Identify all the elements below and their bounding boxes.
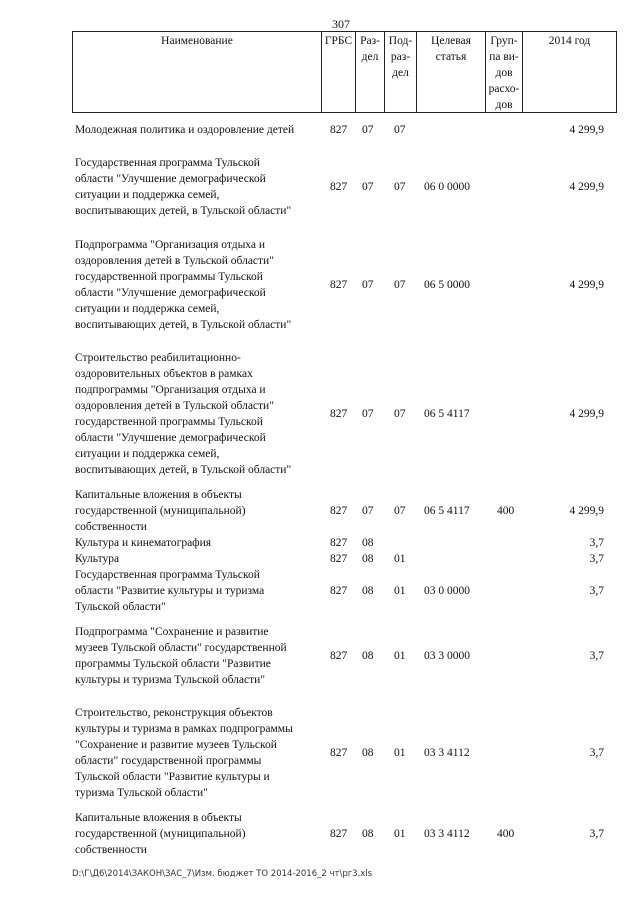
row-target: 03 3 0000: [424, 650, 470, 662]
row-amount: 4 299,9: [569, 279, 604, 291]
row-grbs: 827: [330, 537, 348, 549]
header-razdel: Раз- дел: [360, 35, 380, 63]
row-target: 06 0 0000: [424, 181, 470, 193]
row-name: Капитальные вложения в объекты государственной (муниципальной) собственности: [75, 812, 246, 856]
row-name: Культура: [75, 553, 120, 565]
row-amount: 3,7: [589, 747, 604, 759]
row-razdel: 07: [362, 505, 374, 517]
row-razdel: 07: [362, 408, 374, 420]
row-group: 400: [497, 505, 515, 517]
row-podrazdel: 01: [394, 650, 406, 662]
row-grbs: 827: [330, 279, 348, 291]
row-name: Государственная программа Тульской области "Улучшение демографической ситуации и поддержка семей, воспитывающих детей, в Тульской области": [75, 157, 292, 217]
row-razdel: 08: [362, 828, 374, 840]
row-target: 06 5 4117: [424, 505, 470, 517]
row-target: 06 5 4117: [424, 408, 470, 420]
row-amount: 3,7: [589, 650, 604, 662]
row-podrazdel: 07: [394, 279, 406, 291]
row-amount: 4 299,9: [569, 181, 604, 193]
row-podrazdel: 01: [394, 747, 406, 759]
header-name: Наименование: [161, 35, 233, 47]
row-amount: 3,7: [589, 828, 604, 840]
header-target-article: Целевая статья: [431, 35, 471, 63]
header-podrazdel: Под- раз- дел: [388, 35, 413, 79]
row-grbs: 827: [330, 505, 348, 517]
row-amount: 3,7: [589, 585, 604, 597]
row-grbs: 827: [330, 828, 348, 840]
row-target: 03 0 0000: [424, 585, 470, 597]
row-name: Молодежная политика и оздоровление детей: [75, 124, 295, 136]
row-grbs: 827: [330, 585, 348, 597]
row-name: Капитальные вложения в объекты государственной (муниципальной) собственности: [75, 489, 246, 533]
page-number: 307: [332, 17, 350, 31]
row-name: Подпрограмма "Организация отдыха и оздоровления детей в Тульской области" государственной программы Тульской области "Улучшение демографической ситуации и поддержка семей, воспитывающих детей, в Тульской области": [75, 239, 292, 331]
row-razdel: 08: [362, 585, 374, 597]
row-name: Культура и кинематография: [75, 537, 212, 549]
row-razdel: 08: [362, 747, 374, 759]
row-podrazdel: 01: [394, 553, 406, 565]
row-grbs: 827: [330, 124, 348, 136]
row-amount: 4 299,9: [569, 408, 604, 420]
row-name: Строительство реабилитационно- оздоровительных объектов в рамках подпрограммы "Организация отдыха и оздоровления детей в Тульской области" государственной программы Тульской области "Улучшение демографической ситуации и поддержка семей, воспитывающих детей, в Тульской области": [75, 352, 292, 476]
row-podrazdel: 01: [394, 828, 406, 840]
row-razdel: 07: [362, 279, 374, 291]
header-divider: [616, 31, 617, 113]
row-target: 03 3 4112: [424, 747, 470, 759]
row-target: 03 3 4112: [424, 828, 470, 840]
row-razdel: 08: [362, 553, 374, 565]
header-year: 2014 год: [548, 35, 591, 47]
row-grbs: 827: [330, 553, 348, 565]
row-name: Подпрограмма "Сохранение и развитие музеев Тульской области" государственной программы Тульской области "Развитие культуры и туризма Тульской области": [75, 626, 287, 686]
row-amount: 3,7: [589, 537, 604, 549]
row-razdel: 07: [362, 181, 374, 193]
row-target: 06 5 0000: [424, 279, 470, 291]
row-podrazdel: 07: [394, 408, 406, 420]
row-grbs: 827: [330, 747, 348, 759]
header-bottom-border: [72, 112, 617, 113]
row-razdel: 08: [362, 650, 374, 662]
row-podrazdel: 07: [394, 505, 406, 517]
row-group: 400: [497, 828, 515, 840]
row-amount: 3,7: [589, 553, 604, 565]
row-amount: 4 299,9: [569, 124, 604, 136]
row-razdel: 08: [362, 537, 374, 549]
file-path-footer: D:\Г\Д6\2014\ЗАКОН\ЗАС_7\Изм. бюджет ТО 2014-2016_2 чт\рг3.xls: [72, 869, 373, 879]
row-amount: 4 299,9: [569, 505, 604, 517]
header-top-border: [72, 31, 617, 32]
row-podrazdel: 01: [394, 585, 406, 597]
row-grbs: 827: [330, 408, 348, 420]
header-expense-group: Груп- па ви- дов расхо- дов: [488, 35, 520, 111]
row-grbs: 827: [330, 650, 348, 662]
row-grbs: 827: [330, 181, 348, 193]
row-podrazdel: 07: [394, 124, 406, 136]
row-name: Строительство, реконструкция объектов культуры и туризма в рамках подпрограммы "Сохранение и развитие музеев Тульской области" государственной программы Тульской области "Развитие культуры и туризма Тульской области": [75, 707, 293, 799]
row-razdel: 07: [362, 124, 374, 136]
row-name: Государственная программа Тульской области "Развитие культуры и туризма Тульской области": [75, 569, 265, 613]
header-grbs: ГРБС: [324, 35, 353, 47]
row-podrazdel: 07: [394, 181, 406, 193]
